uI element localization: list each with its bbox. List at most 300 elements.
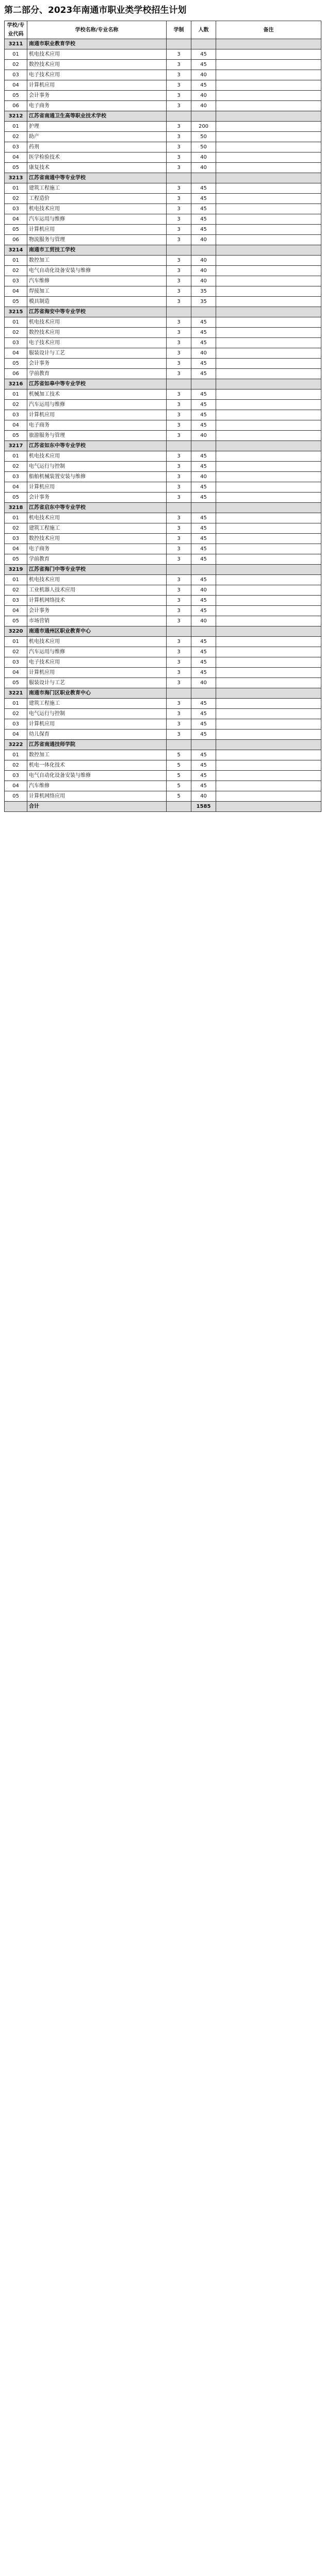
table-row (5, 91, 321, 101)
table-row (5, 534, 321, 544)
table-row (5, 225, 321, 235)
major-years: 3 (167, 678, 191, 688)
major-code: 05 (5, 616, 27, 626)
summary-years (167, 802, 191, 812)
major-name: 机电技术应用 (27, 575, 167, 585)
major-count: 45 (191, 523, 216, 534)
table-row (5, 256, 321, 266)
major-code: 05 (5, 678, 27, 688)
major-count: 45 (191, 204, 216, 214)
major-note (216, 606, 321, 616)
major-count: 40 (191, 791, 216, 802)
page-title: 第二部分、2023年南通市职业类学校招生计划 (4, 5, 187, 15)
major-note (216, 225, 321, 235)
major-name: 医学检验技术 (27, 152, 167, 163)
table-row (5, 328, 321, 338)
major-years: 3 (167, 49, 191, 60)
major-note (216, 49, 321, 60)
major-count: 35 (191, 297, 216, 307)
header-name: 学校名称/专业名称 (27, 21, 167, 39)
major-note (216, 194, 321, 204)
major-years: 3 (167, 359, 191, 369)
table-row (5, 60, 321, 70)
major-name: 会计事务 (27, 606, 167, 616)
major-count: 40 (191, 70, 216, 80)
major-years: 3 (167, 266, 191, 276)
major-code: 04 (5, 80, 27, 91)
major-code: 04 (5, 544, 27, 554)
school-count (191, 441, 216, 451)
table-row (5, 616, 321, 626)
major-code: 02 (5, 760, 27, 771)
major-name: 数控加工 (27, 750, 167, 760)
major-note (216, 328, 321, 338)
major-count: 40 (191, 276, 216, 286)
major-count: 45 (191, 482, 216, 493)
major-note (216, 132, 321, 142)
major-note (216, 256, 321, 266)
major-note (216, 482, 321, 493)
major-note (216, 338, 321, 348)
major-name: 机电一体化技术 (27, 760, 167, 771)
school-name: 南通市海门区职业教育中心 (27, 688, 167, 699)
major-name: 计算机应用 (27, 80, 167, 91)
major-name: 康复技术 (27, 163, 167, 173)
major-note (216, 297, 321, 307)
school-note (216, 740, 321, 750)
major-note (216, 152, 321, 163)
major-code: 03 (5, 70, 27, 80)
school-years (167, 379, 191, 389)
major-note (216, 513, 321, 523)
major-note (216, 286, 321, 297)
major-years: 3 (167, 647, 191, 657)
major-code: 01 (5, 389, 27, 400)
school-row (5, 245, 321, 256)
table-row (5, 80, 321, 91)
major-years: 3 (167, 122, 191, 132)
header-count: 人数 (191, 21, 216, 39)
major-note (216, 616, 321, 626)
major-name: 汽车运用与维修 (27, 400, 167, 410)
table-row (5, 523, 321, 534)
table-row (5, 101, 321, 111)
school-years (167, 111, 191, 122)
major-count: 45 (191, 389, 216, 400)
school-note (216, 565, 321, 575)
major-count: 40 (191, 348, 216, 359)
major-count: 45 (191, 338, 216, 348)
major-years: 3 (167, 410, 191, 420)
major-name: 数控技术应用 (27, 534, 167, 544)
major-count: 50 (191, 132, 216, 142)
table-row (5, 338, 321, 348)
school-code: 3214 (5, 245, 27, 256)
major-name: 电子商务 (27, 101, 167, 111)
major-count: 45 (191, 657, 216, 668)
major-count: 45 (191, 596, 216, 606)
school-name: 江苏省海安中等专业学校 (27, 307, 167, 317)
major-note (216, 472, 321, 482)
major-count: 45 (191, 317, 216, 328)
major-count: 40 (191, 101, 216, 111)
major-note (216, 791, 321, 802)
major-years: 5 (167, 760, 191, 771)
major-note (216, 699, 321, 709)
major-years: 3 (167, 235, 191, 245)
major-name: 汽车运用与维修 (27, 647, 167, 657)
major-name: 机电技术应用 (27, 204, 167, 214)
major-name: 机电技术应用 (27, 637, 167, 647)
school-name: 江苏省南通中等专业学校 (27, 173, 167, 183)
school-code: 3222 (5, 740, 27, 750)
major-count: 40 (191, 163, 216, 173)
school-years (167, 565, 191, 575)
school-row (5, 173, 321, 183)
summary-spacer (5, 802, 27, 812)
table-row (5, 359, 321, 369)
major-name: 建筑工程施工 (27, 183, 167, 194)
major-note (216, 462, 321, 472)
table-row (5, 214, 321, 225)
major-code: 02 (5, 194, 27, 204)
enrollment-table (4, 21, 321, 812)
major-name: 机电技术应用 (27, 513, 167, 523)
school-code: 3216 (5, 379, 27, 389)
table-row (5, 194, 321, 204)
school-code: 3219 (5, 565, 27, 575)
major-name: 汽车维修 (27, 276, 167, 286)
major-years: 3 (167, 513, 191, 523)
table-row (5, 400, 321, 410)
major-years: 3 (167, 616, 191, 626)
major-years: 5 (167, 781, 191, 791)
table-row (5, 606, 321, 616)
major-years: 3 (167, 637, 191, 647)
major-note (216, 575, 321, 585)
table-row (5, 204, 321, 214)
table-row (5, 657, 321, 668)
major-code: 02 (5, 523, 27, 534)
table-row (5, 709, 321, 719)
school-count (191, 307, 216, 317)
major-years: 3 (167, 544, 191, 554)
major-name: 电子技术应用 (27, 657, 167, 668)
major-count: 45 (191, 730, 216, 740)
major-note (216, 451, 321, 462)
major-years: 3 (167, 585, 191, 596)
major-name: 机电技术应用 (27, 451, 167, 462)
major-years: 3 (167, 204, 191, 214)
major-name: 建筑工程施工 (27, 523, 167, 534)
school-count (191, 688, 216, 699)
school-note (216, 307, 321, 317)
school-row (5, 441, 321, 451)
major-code: 01 (5, 750, 27, 760)
major-note (216, 235, 321, 245)
major-years: 3 (167, 575, 191, 585)
major-count: 45 (191, 544, 216, 554)
major-code: 01 (5, 317, 27, 328)
school-name: 江苏省南通卫生高等职业技术学校 (27, 111, 167, 122)
major-code: 05 (5, 554, 27, 565)
major-code: 03 (5, 472, 27, 482)
school-years (167, 39, 191, 49)
school-code: 3212 (5, 111, 27, 122)
major-code: 01 (5, 575, 27, 585)
school-name: 江苏省如皋中等专业学校 (27, 379, 167, 389)
school-note (216, 688, 321, 699)
major-years: 3 (167, 286, 191, 297)
school-row (5, 111, 321, 122)
school-note (216, 173, 321, 183)
school-count (191, 39, 216, 49)
major-note (216, 183, 321, 194)
school-row (5, 39, 321, 49)
major-years: 3 (167, 256, 191, 266)
major-name: 学前教育 (27, 369, 167, 379)
major-note (216, 493, 321, 503)
table-row (5, 70, 321, 80)
school-years (167, 307, 191, 317)
major-count: 45 (191, 225, 216, 235)
school-row (5, 688, 321, 699)
major-code: 01 (5, 122, 27, 132)
major-name: 市场营销 (27, 616, 167, 626)
major-name: 机电技术应用 (27, 49, 167, 60)
major-code: 03 (5, 276, 27, 286)
major-code: 05 (5, 359, 27, 369)
major-years: 3 (167, 317, 191, 328)
school-note (216, 626, 321, 637)
major-note (216, 585, 321, 596)
major-years: 3 (167, 431, 191, 441)
major-note (216, 657, 321, 668)
major-name: 模具制造 (27, 297, 167, 307)
major-code: 04 (5, 668, 27, 678)
table-row (5, 420, 321, 431)
major-count: 45 (191, 493, 216, 503)
major-years: 3 (167, 657, 191, 668)
table-row (5, 431, 321, 441)
major-years: 3 (167, 183, 191, 194)
school-count (191, 111, 216, 122)
header-code: 学校/专业代码 (5, 21, 27, 39)
major-code: 01 (5, 256, 27, 266)
major-count: 45 (191, 451, 216, 462)
table-row (5, 781, 321, 791)
major-note (216, 369, 321, 379)
major-years: 3 (167, 420, 191, 431)
school-name: 江苏省海门中等专业学校 (27, 565, 167, 575)
major-note (216, 359, 321, 369)
major-code: 01 (5, 451, 27, 462)
school-code: 3220 (5, 626, 27, 637)
major-count: 40 (191, 431, 216, 441)
major-note (216, 709, 321, 719)
major-code: 03 (5, 596, 27, 606)
major-years: 3 (167, 101, 191, 111)
major-code: 05 (5, 431, 27, 441)
major-name: 学前教育 (27, 554, 167, 565)
major-code: 04 (5, 606, 27, 616)
major-years: 3 (167, 719, 191, 730)
school-code: 3217 (5, 441, 27, 451)
table-row (5, 49, 321, 60)
major-count: 45 (191, 60, 216, 70)
major-note (216, 730, 321, 740)
major-code: 02 (5, 132, 27, 142)
major-note (216, 122, 321, 132)
major-code: 05 (5, 225, 27, 235)
table-row (5, 482, 321, 493)
major-count: 45 (191, 781, 216, 791)
major-note (216, 91, 321, 101)
major-name: 电气自动化设备安装与维修 (27, 266, 167, 276)
major-code: 03 (5, 410, 27, 420)
school-count (191, 740, 216, 750)
major-years: 3 (167, 152, 191, 163)
major-note (216, 771, 321, 781)
school-name: 南通市工贸技工学校 (27, 245, 167, 256)
major-code: 06 (5, 369, 27, 379)
school-count (191, 626, 216, 637)
major-name: 电子商务 (27, 544, 167, 554)
table-row (5, 585, 321, 596)
table-row (5, 410, 321, 420)
major-note (216, 596, 321, 606)
major-code: 02 (5, 462, 27, 472)
major-name: 电气运行与控制 (27, 462, 167, 472)
major-years: 3 (167, 348, 191, 359)
major-code: 06 (5, 235, 27, 245)
major-name: 电子商务 (27, 420, 167, 431)
major-name: 药剂 (27, 142, 167, 152)
major-name: 会计事务 (27, 91, 167, 101)
major-years: 3 (167, 276, 191, 286)
table-row (5, 462, 321, 472)
major-note (216, 410, 321, 420)
school-name: 江苏省南通技师学院 (27, 740, 167, 750)
table-row (5, 719, 321, 730)
major-note (216, 678, 321, 688)
table-row (5, 183, 321, 194)
major-count: 45 (191, 637, 216, 647)
major-count: 45 (191, 420, 216, 431)
major-name: 船舶机械装置安装与维修 (27, 472, 167, 482)
table-row (5, 637, 321, 647)
major-code: 05 (5, 91, 27, 101)
major-note (216, 317, 321, 328)
major-years: 3 (167, 142, 191, 152)
major-years: 3 (167, 730, 191, 740)
major-years: 3 (167, 668, 191, 678)
major-count: 45 (191, 750, 216, 760)
major-name: 机电技术应用 (27, 317, 167, 328)
table-row (5, 317, 321, 328)
major-count: 40 (191, 266, 216, 276)
table-row (5, 750, 321, 760)
school-note (216, 379, 321, 389)
table-body (5, 39, 321, 802)
table-row (5, 451, 321, 462)
major-name: 计算机应用 (27, 668, 167, 678)
major-note (216, 70, 321, 80)
major-count: 50 (191, 142, 216, 152)
major-code: 05 (5, 297, 27, 307)
major-code: 03 (5, 719, 27, 730)
major-count: 45 (191, 359, 216, 369)
major-note (216, 204, 321, 214)
major-years: 3 (167, 225, 191, 235)
major-code: 03 (5, 657, 27, 668)
table-row (5, 472, 321, 482)
major-name: 会计事务 (27, 359, 167, 369)
major-note (216, 719, 321, 730)
major-note (216, 420, 321, 431)
major-name: 计算机应用 (27, 482, 167, 493)
school-count (191, 503, 216, 513)
major-count: 45 (191, 771, 216, 781)
major-years: 3 (167, 338, 191, 348)
school-name: 南通市职业教育学校 (27, 39, 167, 49)
major-name: 旅游服务与管理 (27, 431, 167, 441)
major-count: 45 (191, 369, 216, 379)
major-note (216, 534, 321, 544)
major-name: 幼儿保育 (27, 730, 167, 740)
major-name: 计算机网络技术 (27, 596, 167, 606)
table-row (5, 513, 321, 523)
header-years: 学制 (167, 21, 191, 39)
major-name: 服装设计与工艺 (27, 678, 167, 688)
major-note (216, 400, 321, 410)
school-name: 江苏省启东中等专业学校 (27, 503, 167, 513)
major-note (216, 276, 321, 286)
major-code: 01 (5, 699, 27, 709)
school-code: 3221 (5, 688, 27, 699)
major-count: 40 (191, 616, 216, 626)
table-row (5, 575, 321, 585)
major-name: 会计事务 (27, 493, 167, 503)
major-years: 5 (167, 750, 191, 760)
major-name: 机械加工技术 (27, 389, 167, 400)
major-note (216, 781, 321, 791)
table-row (5, 668, 321, 678)
major-code: 02 (5, 585, 27, 596)
school-code: 3211 (5, 39, 27, 49)
major-years: 3 (167, 596, 191, 606)
major-note (216, 101, 321, 111)
table-row (5, 142, 321, 152)
table-row (5, 596, 321, 606)
school-years (167, 173, 191, 183)
major-count: 45 (191, 328, 216, 338)
table-row (5, 678, 321, 688)
major-count: 40 (191, 235, 216, 245)
table-row (5, 493, 321, 503)
school-name: 南通市通州区职业教育中心 (27, 626, 167, 637)
major-count: 45 (191, 80, 216, 91)
table-row (5, 152, 321, 163)
table-row (5, 348, 321, 359)
major-note (216, 389, 321, 400)
school-years (167, 245, 191, 256)
major-name: 计算机应用 (27, 719, 167, 730)
major-code: 01 (5, 49, 27, 60)
table-row (5, 297, 321, 307)
major-years: 3 (167, 554, 191, 565)
major-name: 数控技术应用 (27, 328, 167, 338)
